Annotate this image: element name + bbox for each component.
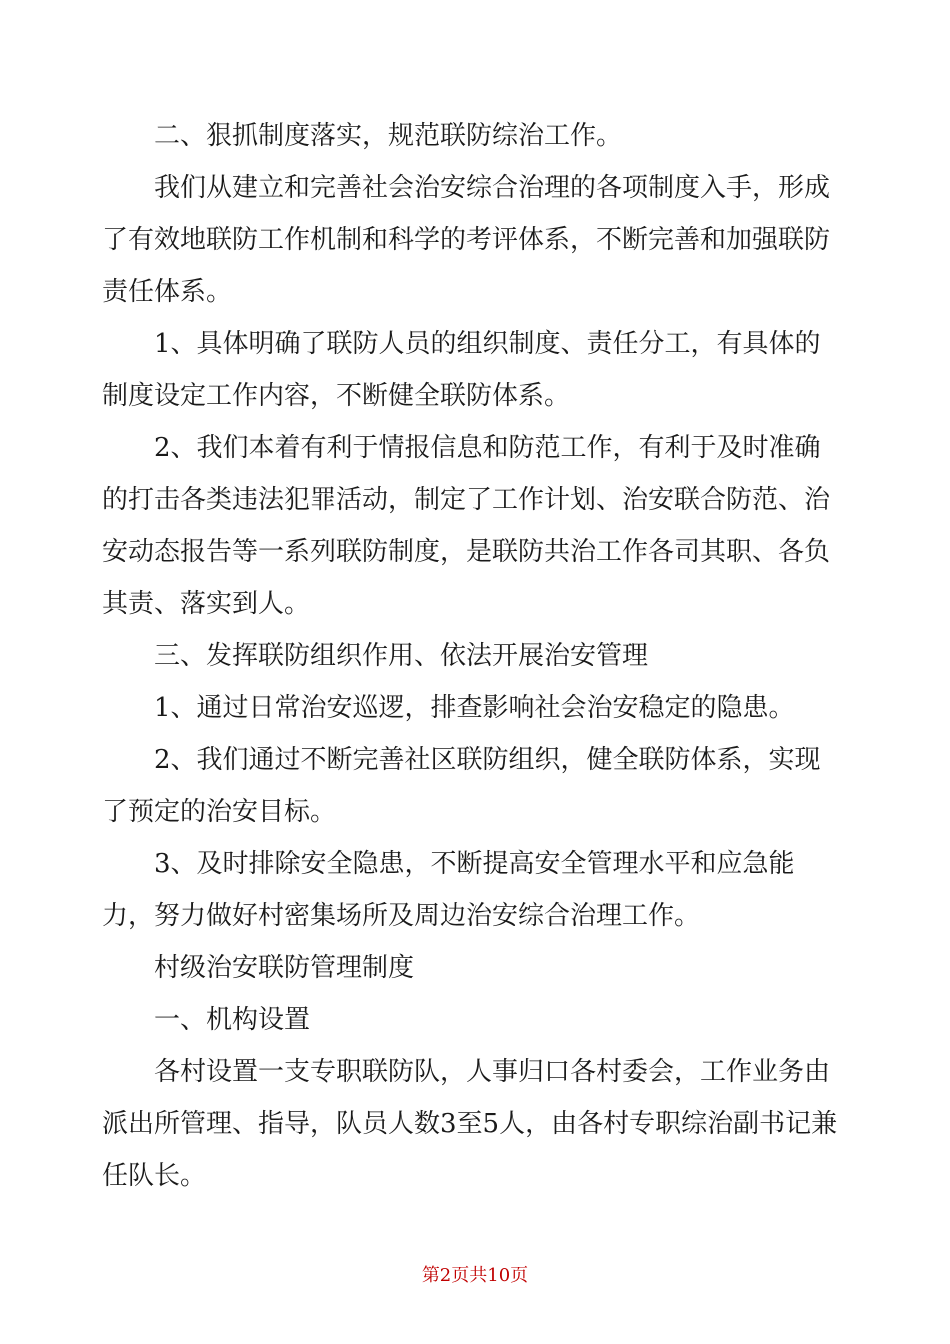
list-item: 1、通过日常治安巡逻，排查影响社会治安稳定的隐患。 bbox=[154, 693, 795, 723]
section-heading-1: 一、机构设置 bbox=[154, 1005, 311, 1035]
section-heading-3: 三、发挥联防组织作用、依法开展治安管理 bbox=[154, 641, 649, 671]
list-item: 3、及时排除安全隐患，不断提高安全管理水平和应急能力，努力做好村密集场所及周边治安综合治理工作。 bbox=[102, 849, 795, 931]
page-number-footer: 第2页共10页 bbox=[421, 1265, 529, 1286]
paragraph: 我们从建立和完善社会治安综合治理的各项制度入手，形成了有效地联防工作机制和科学的考评体系，不断完善和加强联防责任体系。 bbox=[102, 173, 831, 307]
document-subtitle: 村级治安联防管理制度 bbox=[154, 953, 415, 983]
paragraph: 各村设置一支专职联防队，人事归口各村委会，工作业务由派出所管理、指导，队员人数3至5人，由各村专职综治副书记兼任队长。 bbox=[102, 1057, 838, 1191]
section-heading-2: 二、狠抓制度落实，规范联防综治工作。 bbox=[154, 121, 623, 151]
list-item: 2、我们本着有利于情报信息和防范工作，有利于及时准确的打击各类违法犯罪活动，制定了工作计划、治安联合防范、治安动态报告等一系列联防制度，是联防共治工作各司其职、各负其责、落实到人。 bbox=[102, 433, 831, 619]
list-item: 1、具体明确了联防人员的组织制度、责任分工，有具体的制度设定工作内容，不断健全联防体系。 bbox=[102, 329, 821, 411]
document-body bbox=[102, 110, 842, 1202]
list-item: 2、我们通过不断完善社区联防组织，健全联防体系，实现了预定的治安目标。 bbox=[102, 745, 821, 827]
